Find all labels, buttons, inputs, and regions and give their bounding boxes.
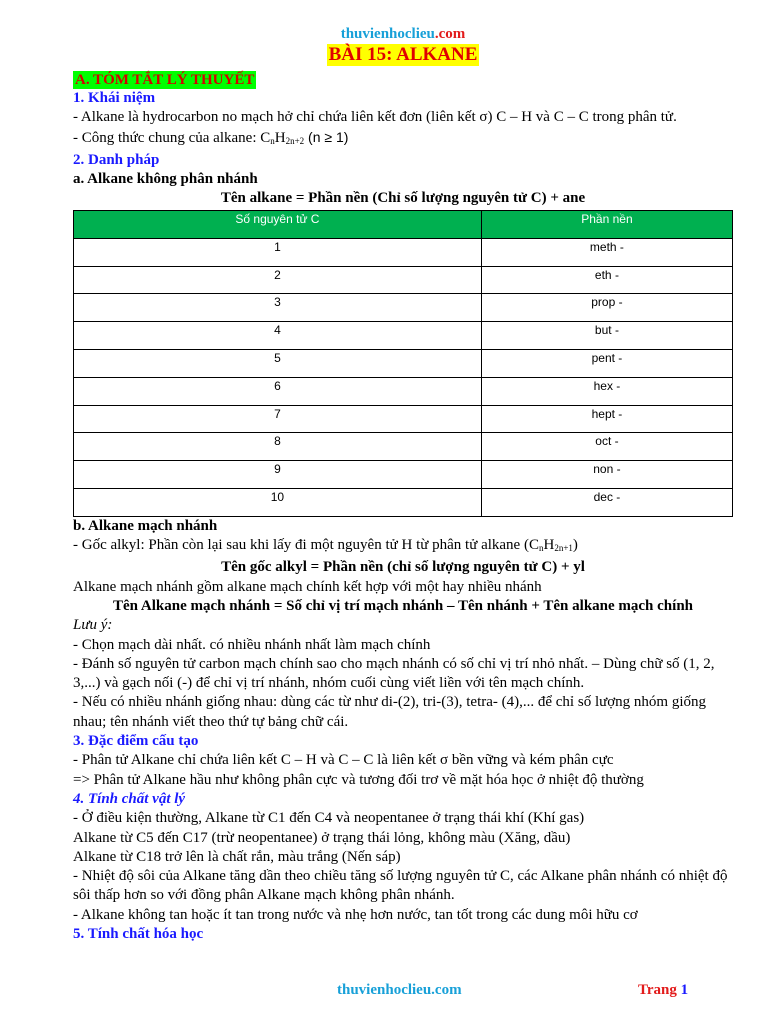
- table-row: [74, 322, 733, 350]
- site-name: thuvienhoclieu: [340, 26, 435, 42]
- page-content: [73, 24, 733, 944]
- table-cell: prop -: [481, 294, 732, 322]
- heading-dac-diem-cau-tao: 3. Đặc điểm cấu tạo: [73, 733, 199, 750]
- page-title: BÀI 15: ALKANE: [328, 44, 478, 65]
- table-cell: pent -: [481, 349, 732, 377]
- general-formula-line: - Công thức chung của alkane: $C_nH_{2n+2}$ (n ≥ 1): [73, 128, 349, 146]
- table-cell: 6: [74, 377, 482, 405]
- table-cell: hept -: [481, 405, 732, 433]
- table-header-carbon-count: Số nguyên tử C: [74, 210, 482, 238]
- structure-line: => Phân tử Alkane hầu như không phân cực và tương đối trơ về mặt hóa học ở nhiệt độ thường: [73, 771, 644, 788]
- table-cell: 1: [74, 238, 482, 266]
- section-a-wrap: [73, 68, 733, 89]
- table-row: [74, 238, 733, 266]
- carbon-prefix-table: [73, 210, 733, 517]
- title-wrap: [73, 44, 733, 68]
- branched-name-formula: Tên Alkane mạch nhánh = Số chỉ vị trí mạch nhánh – Tên nhánh + Tên alkane mạch chính: [112, 597, 694, 614]
- table-row: [74, 405, 733, 433]
- structure-line: - Phân tử Alkane chỉ chứa liên kết C – H và C – C là liên kết σ bền vững và kém phân cực: [73, 752, 614, 769]
- note-label: Lưu ý:: [73, 617, 113, 634]
- table-cell: but -: [481, 322, 732, 350]
- footer-site-link[interactable]: thuvienhoclieu.com: [337, 982, 462, 998]
- physical-property-line: Alkane từ C5 đến C17 (trừ neopentanee) ở trạng thái lỏng, không màu (Xăng, dầu): [73, 829, 571, 846]
- physical-property-line: - Nhiệt độ sôi của Alkane tăng dần theo chiều tăng số lượng nguyên tử C, các Alkane phân nhánh có nhiệt độ sôi thấp hơn so với đồng phân Alkane mạch không phân nhánh.: [73, 868, 728, 904]
- note-item: - Nếu có nhiều nhánh giống nhau: dùng các từ như di-(2), tri-(3), tetra- (4),... để chỉ số lượng nhóm giống nhau; tên nhánh viết theo thứ tự bảng chữ cái.: [73, 694, 707, 730]
- table-cell: 2: [74, 266, 482, 294]
- footer-page-number: Trang 1: [638, 982, 689, 998]
- page-footer: [0, 982, 768, 1002]
- heading-tinh-chat-vat-ly: 4. Tính chất vật lý: [73, 790, 186, 807]
- alkyl-name-formula: Tên gốc alkyl = Phần nền (chỉ số lượng nguyên tử C) + yl: [221, 559, 585, 576]
- table-header-row: [74, 210, 733, 238]
- sub-heading-branched: b. Alkane mạch nhánh: [73, 517, 218, 534]
- table-row: [74, 294, 733, 322]
- section-a-heading: A. TÓM TẮT LÝ THUYẾT: [75, 72, 255, 88]
- table-cell: 3: [74, 294, 482, 322]
- branched-description: Alkane mạch nhánh gồm alkane mạch chính kết hợp với một hay nhiều nhánh: [73, 578, 542, 595]
- table-row: [74, 349, 733, 377]
- table-cell: hex -: [481, 377, 732, 405]
- heading-tinh-chat-hoa-hoc: 5. Tính chất hóa học: [73, 925, 204, 942]
- physical-property-line: - Alkane không tan hoặc ít tan trong nước và nhẹ hơn nước, tan tốt trong các dung môi hữu cơ: [73, 906, 638, 923]
- note-item: - Chọn mạch dài nhất. có nhiều nhánh nhất làm mạch chính: [73, 636, 431, 653]
- table-cell: dec -: [481, 488, 732, 516]
- site-tld: .com: [434, 26, 466, 42]
- physical-property-line: - Ở điều kiện thường, Alkane từ C1 đến C4 và neopentanee ở trạng thái khí (Khí gas): [73, 810, 585, 827]
- alkane-name-formula: Tên alkane = Phần nền (Chỉ số lượng nguyên tử C) + ane: [220, 190, 586, 207]
- site-header: [73, 24, 733, 44]
- table-cell: 7: [74, 405, 482, 433]
- table-cell: non -: [481, 461, 732, 489]
- physical-property-line: Alkane từ C18 trở lên là chất rắn, màu trắng (Nến sáp): [73, 848, 401, 865]
- table-row: [74, 433, 733, 461]
- note-item: - Đánh số nguyên tử carbon mạch chính sao cho mạch nhánh có số chỉ vị trí nhỏ nhất. – Dùng chữ số (1, 2, 3,...) và gạch nối (-) để chỉ vị trí nhánh, nhóm cuối cùng viết liền với tên mạch chính.: [73, 655, 715, 692]
- table-cell: 5: [74, 349, 482, 377]
- table-cell: oct -: [481, 433, 732, 461]
- table-header-prefix: Phần nền: [481, 210, 732, 238]
- table-cell: 4: [74, 322, 482, 350]
- table-row: [74, 461, 733, 489]
- table-row: [74, 488, 733, 516]
- table-row: [74, 377, 733, 405]
- table-cell: meth -: [481, 238, 732, 266]
- table-cell: 9: [74, 461, 482, 489]
- heading-khai-niem: 1. Khái niệm: [73, 90, 156, 106]
- definition-line: - Alkane là hydrocarbon no mạch hở chỉ chứa liên kết đơn (liên kết σ) C – H và C – C trong phân tử.: [73, 109, 677, 126]
- table-cell: 10: [74, 488, 482, 516]
- table-cell: eth -: [481, 266, 732, 294]
- table-cell: 8: [74, 433, 482, 461]
- table-row: [74, 266, 733, 294]
- sub-heading-unbranched: a. Alkane không phân nhánh: [73, 171, 258, 188]
- alkyl-definition-line: - Gốc alkyl: Phần còn lại sau khi lấy đi một nguyên tử H từ phân tử alkane $(C_nH_{2n+1})$: [73, 537, 578, 554]
- heading-danh-phap: 2. Danh pháp: [73, 151, 160, 168]
